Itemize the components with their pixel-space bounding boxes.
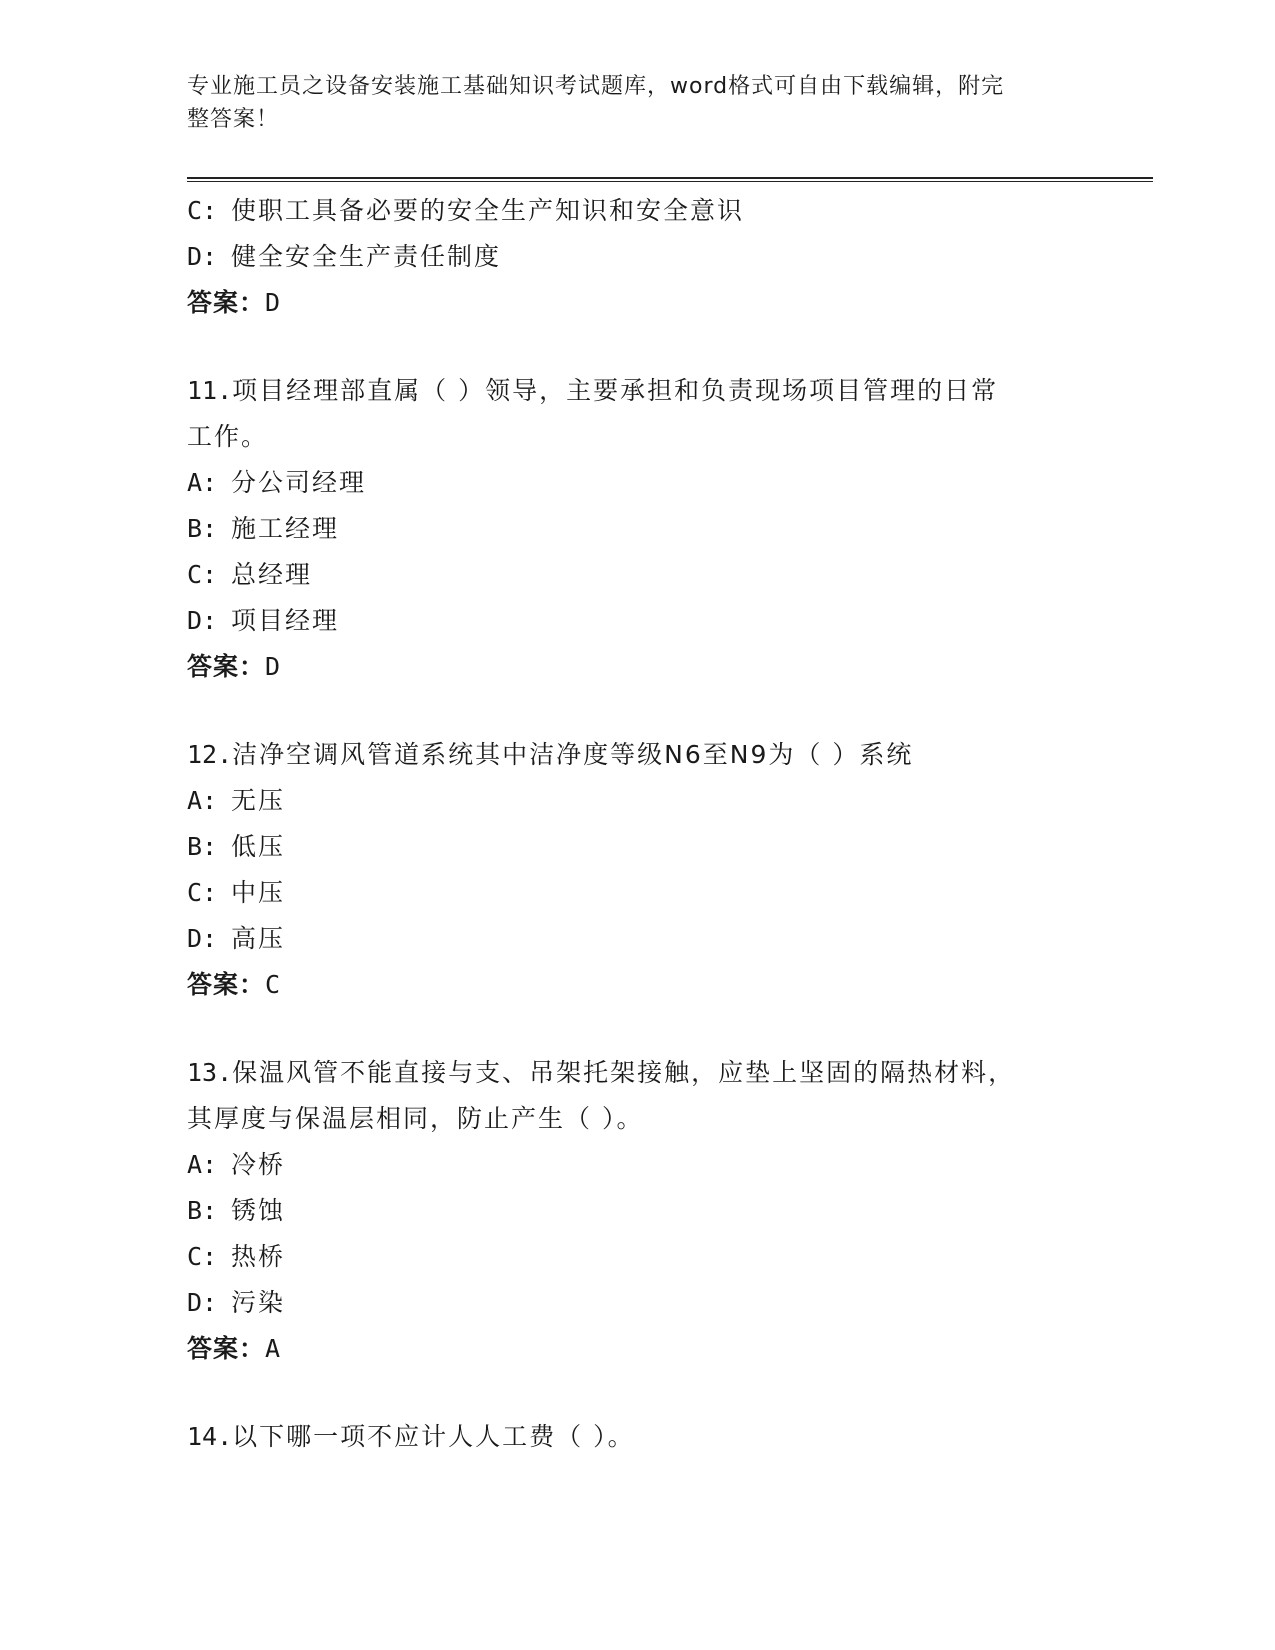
option-text: 锈蚀 bbox=[231, 1196, 286, 1225]
option-a bbox=[187, 1142, 1087, 1188]
option-b bbox=[187, 506, 1087, 552]
question-text: 保温风管不能直接与支、吊架托架接触，应垫上坚固的隔热材料， bbox=[232, 1058, 1016, 1087]
option-a bbox=[187, 778, 1087, 824]
option-key: C: bbox=[187, 878, 218, 907]
option-key: B: bbox=[187, 514, 218, 543]
option-text: 高压 bbox=[231, 924, 286, 953]
answer-line bbox=[187, 1326, 1087, 1372]
option-text: 无压 bbox=[231, 786, 286, 815]
header-line-1: 专业施工员之设备安装施工基础知识考试题库，word格式可自由下载编辑，附完 bbox=[187, 74, 1005, 99]
option-key: C: bbox=[187, 560, 218, 589]
answer-label: 答案： bbox=[187, 652, 266, 681]
option-c bbox=[187, 552, 1087, 598]
option-c bbox=[187, 188, 1087, 234]
question-number: 13. bbox=[187, 1058, 233, 1087]
spacer bbox=[187, 1008, 1087, 1050]
answer-label: 答案： bbox=[187, 970, 266, 999]
question-stem-continued: 工作。 bbox=[187, 422, 269, 451]
question-stem bbox=[187, 1414, 1087, 1460]
question-stem bbox=[187, 1050, 1087, 1096]
answer-value: C bbox=[265, 970, 282, 999]
question-11 bbox=[187, 368, 1087, 690]
option-key: B: bbox=[187, 832, 218, 861]
option-text: 项目经理 bbox=[231, 606, 340, 635]
answer-label: 答案： bbox=[187, 1334, 266, 1363]
question-14 bbox=[187, 1414, 1087, 1460]
header-divider bbox=[187, 177, 1153, 182]
option-c bbox=[187, 1234, 1087, 1280]
option-d bbox=[187, 234, 1087, 280]
option-key: C: bbox=[187, 1242, 218, 1271]
option-text: 健全安全生产责任制度 bbox=[231, 242, 502, 271]
question-text: 洁净空调风管道系统其中洁净度等级N6至N9为（ ）系统 bbox=[232, 740, 914, 769]
question-number: 11. bbox=[187, 376, 233, 405]
answer-line bbox=[187, 962, 1087, 1008]
option-key: A: bbox=[187, 1150, 218, 1179]
option-c bbox=[187, 870, 1087, 916]
answer-label: 答案： bbox=[187, 288, 266, 317]
header-line-2: 整答案！ bbox=[187, 107, 280, 132]
option-text: 低压 bbox=[231, 832, 286, 861]
option-a bbox=[187, 460, 1087, 506]
question-text: 项目经理部直属（ ）领导，主要承担和负责现场项目管理的日常 bbox=[232, 376, 999, 405]
spacer bbox=[187, 690, 1087, 732]
option-key: C: bbox=[187, 196, 218, 225]
option-key: D: bbox=[187, 606, 218, 635]
answer-line bbox=[187, 644, 1087, 690]
option-text: 分公司经理 bbox=[231, 468, 367, 497]
question-list bbox=[187, 188, 1087, 1460]
spacer bbox=[187, 1372, 1087, 1414]
option-text: 总经理 bbox=[231, 560, 313, 589]
question-10-continued bbox=[187, 188, 1087, 326]
option-d bbox=[187, 916, 1087, 962]
question-stem-continued: 其厚度与保温层相同，防止产生（ ）。 bbox=[187, 1104, 644, 1133]
option-text: 中压 bbox=[231, 878, 286, 907]
answer-value: D bbox=[265, 288, 282, 317]
option-d bbox=[187, 598, 1087, 644]
answer-line bbox=[187, 280, 1087, 326]
document-header bbox=[187, 70, 1067, 136]
question-13 bbox=[187, 1050, 1087, 1372]
option-key: D: bbox=[187, 242, 218, 271]
option-text: 污染 bbox=[231, 1288, 286, 1317]
option-key: D: bbox=[187, 924, 218, 953]
question-number: 14. bbox=[187, 1422, 233, 1451]
option-text: 热桥 bbox=[231, 1242, 286, 1271]
question-stem bbox=[187, 732, 1087, 778]
option-key: A: bbox=[187, 468, 218, 497]
option-b bbox=[187, 1188, 1087, 1234]
option-text: 冷桥 bbox=[231, 1150, 286, 1179]
spacer bbox=[187, 326, 1087, 368]
option-text: 使职工具备必要的安全生产知识和安全意识 bbox=[231, 196, 745, 225]
answer-value: A bbox=[265, 1334, 282, 1363]
option-d bbox=[187, 1280, 1087, 1326]
question-text: 以下哪一项不应计人人工费（ ）。 bbox=[232, 1422, 635, 1451]
option-text: 施工经理 bbox=[231, 514, 340, 543]
answer-value: D bbox=[265, 652, 282, 681]
option-key: A: bbox=[187, 786, 218, 815]
option-key: D: bbox=[187, 1288, 218, 1317]
question-stem bbox=[187, 368, 1087, 414]
option-key: B: bbox=[187, 1196, 218, 1225]
option-b bbox=[187, 824, 1087, 870]
question-number: 12. bbox=[187, 740, 233, 769]
question-12 bbox=[187, 732, 1087, 1008]
